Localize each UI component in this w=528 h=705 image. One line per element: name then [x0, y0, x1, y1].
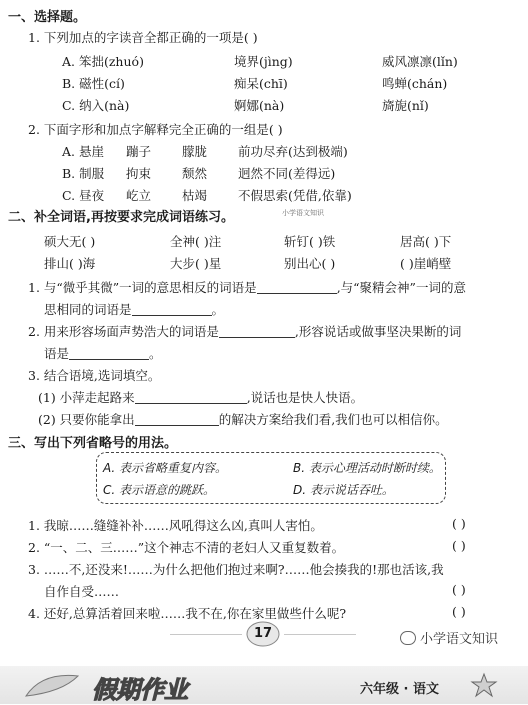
- page-number-badge: [246, 620, 280, 648]
- q1-option-b-1: B. 磁性(cí): [62, 76, 125, 91]
- q1-option-a-1: A. 笨拙(zhuó): [62, 54, 144, 69]
- q2-b-4: 迥然不同(差得远): [238, 166, 336, 181]
- watermark-text: 小学语文知识: [420, 632, 499, 647]
- usage-option-d: D. 表示说话吞吐。: [293, 483, 394, 497]
- q1-option-b-2: 痴呆(chī): [234, 76, 288, 91]
- s2-question-3: 3. 结合语境,选词填空。: [28, 368, 161, 383]
- q2-c-3: 枯竭: [182, 188, 208, 203]
- question-1-2: 2. 下面字形和加点字解释完全正确的一组是( ): [28, 122, 283, 137]
- s3-answer-paren-4[interactable]: ( ): [452, 604, 466, 619]
- q1-option-b-3: 鸣蝉(chán): [382, 76, 448, 91]
- section-2-tag: 小学语文知识: [282, 209, 324, 217]
- q1-option-c-1: C. 纳入(nà): [62, 98, 130, 113]
- q2-c-2: 屹立: [126, 188, 152, 203]
- footer-band: [0, 666, 528, 704]
- q2-a-3: 朦胧: [182, 144, 208, 159]
- q2-c-4: 不假思索(凭借,依靠): [238, 188, 352, 203]
- q1-option-a-3: 威风凛凛(lǐn): [382, 54, 458, 69]
- s2-q2-text-a: 2. 用来形容场面声势浩大的词语是: [28, 324, 219, 339]
- footer-star-icon: [470, 672, 498, 698]
- s3-question-1: 1. 我晾……缝缝补补……风吼得这么凶,真叫人害怕。: [28, 518, 323, 533]
- answer-blank[interactable]: [69, 347, 149, 360]
- s3-answer-paren-3[interactable]: ( ): [452, 582, 466, 597]
- usage-option-c: C. 表示语意的跳跃。: [103, 483, 216, 497]
- idiom-r2-1: 排山( )海: [44, 256, 96, 271]
- page-number: 17: [253, 626, 273, 641]
- usage-option-a: A. 表示省略重复内容。: [103, 461, 228, 475]
- footer-leaf-icon: [22, 670, 82, 700]
- s2-q1-text-d: 。: [211, 302, 225, 317]
- s2-question-1-line1: [28, 278, 466, 296]
- q2-b-1: B. 制服: [62, 166, 105, 181]
- idiom-r1-1: 硕大无( ): [44, 234, 96, 249]
- idiom-r2-3: 别出心( ): [284, 256, 336, 271]
- footer-title: 假期作业: [92, 676, 188, 704]
- question-1-1: 1. 下列加点的字读音全都正确的一项是( ): [28, 30, 258, 45]
- idiom-r1-3: 斩钉( )铁: [284, 234, 336, 249]
- s3-question-2: 2. “一、二、三……”这个神志不清的老妇人又重复数着。: [28, 540, 345, 555]
- q1-option-c-3: 旖旎(nǐ): [382, 98, 429, 113]
- answer-blank[interactable]: [135, 391, 247, 404]
- s2-q3-1-text-b: ,说话也是快人快语。: [246, 390, 364, 405]
- s3-question-3-line1: 3. ……不,还没来!……为什么把他们抱过来啊?……他会揍我的!那也活该,我: [28, 562, 444, 577]
- idiom-r1-4: 居高( )下: [400, 234, 452, 249]
- section-2-title: 二、补全词语,再按要求完成词语练习。: [8, 210, 234, 225]
- answer-blank[interactable]: [257, 281, 337, 294]
- answer-blank[interactable]: [135, 413, 219, 426]
- s2-q2-text-b: ,形容说话或做事坚决果断的词: [294, 324, 462, 339]
- q2-a-4: 前功尽弃(达到极端): [238, 144, 348, 159]
- s2-question-2-line1: [28, 322, 461, 340]
- s2-question-2-line2: [44, 344, 162, 362]
- footer-grade: 六年级 · 语文: [360, 682, 439, 697]
- s2-q2-text-c: 语是: [44, 346, 70, 361]
- s2-q1-text-b: ,与“聚精会神”一词的意: [336, 280, 466, 295]
- s2-question-1-line2: [44, 300, 224, 318]
- s2-q2-text-d: 。: [149, 346, 162, 361]
- q2-b-2: 拘束: [126, 166, 152, 181]
- page-rule-left: [170, 634, 242, 635]
- s3-question-4: 4. 还好,总算活着回来啦……我不在,你在家里做些什么呢?: [28, 606, 347, 621]
- usage-option-b: B. 表示心理活动时断时续。: [293, 461, 441, 475]
- usage-options-box: [96, 452, 446, 504]
- answer-blank[interactable]: [219, 325, 295, 338]
- s2-question-3-2: [38, 410, 448, 428]
- s3-answer-paren-1[interactable]: ( ): [452, 516, 466, 531]
- section-3-title: 三、写出下列省略号的用法。: [8, 436, 178, 451]
- idiom-r2-4: ( )崖峭壁: [400, 256, 452, 271]
- s2-q3-2-text-a: (2) 只要你能拿出: [38, 412, 135, 427]
- s3-question-3-line2: 自作自受……: [44, 584, 120, 599]
- q2-b-3: 颓然: [182, 166, 208, 181]
- s2-q3-2-text-b: 的解决方案给我们看,我们也可以相信你。: [218, 412, 448, 427]
- s2-q1-text-c: 思相同的词语是: [44, 302, 132, 317]
- s3-answer-paren-2[interactable]: ( ): [452, 538, 466, 553]
- idiom-r1-2: 全神( )注: [170, 234, 222, 249]
- wechat-icon: [400, 631, 416, 645]
- page-rule-right: [284, 634, 356, 635]
- idiom-r2-2: 大步( )星: [170, 256, 222, 271]
- watermark: [400, 628, 498, 647]
- q2-c-1: C. 昼夜: [62, 188, 105, 203]
- q1-option-a-2: 境界(jìng): [234, 54, 293, 69]
- s2-q1-text-a: 1. 与“微乎其微”一词的意思相反的词语是: [28, 280, 257, 295]
- answer-blank[interactable]: [132, 303, 212, 316]
- q1-option-c-2: 婀娜(nà): [234, 98, 285, 113]
- section-1-title: 一、选择题。: [8, 10, 87, 25]
- q2-a-1: A. 悬崖: [62, 144, 104, 159]
- s2-question-3-1: [38, 388, 363, 406]
- q2-a-2: 蹦子: [126, 144, 152, 159]
- s2-q3-1-text-a: (1) 小萍走起路来: [38, 390, 135, 405]
